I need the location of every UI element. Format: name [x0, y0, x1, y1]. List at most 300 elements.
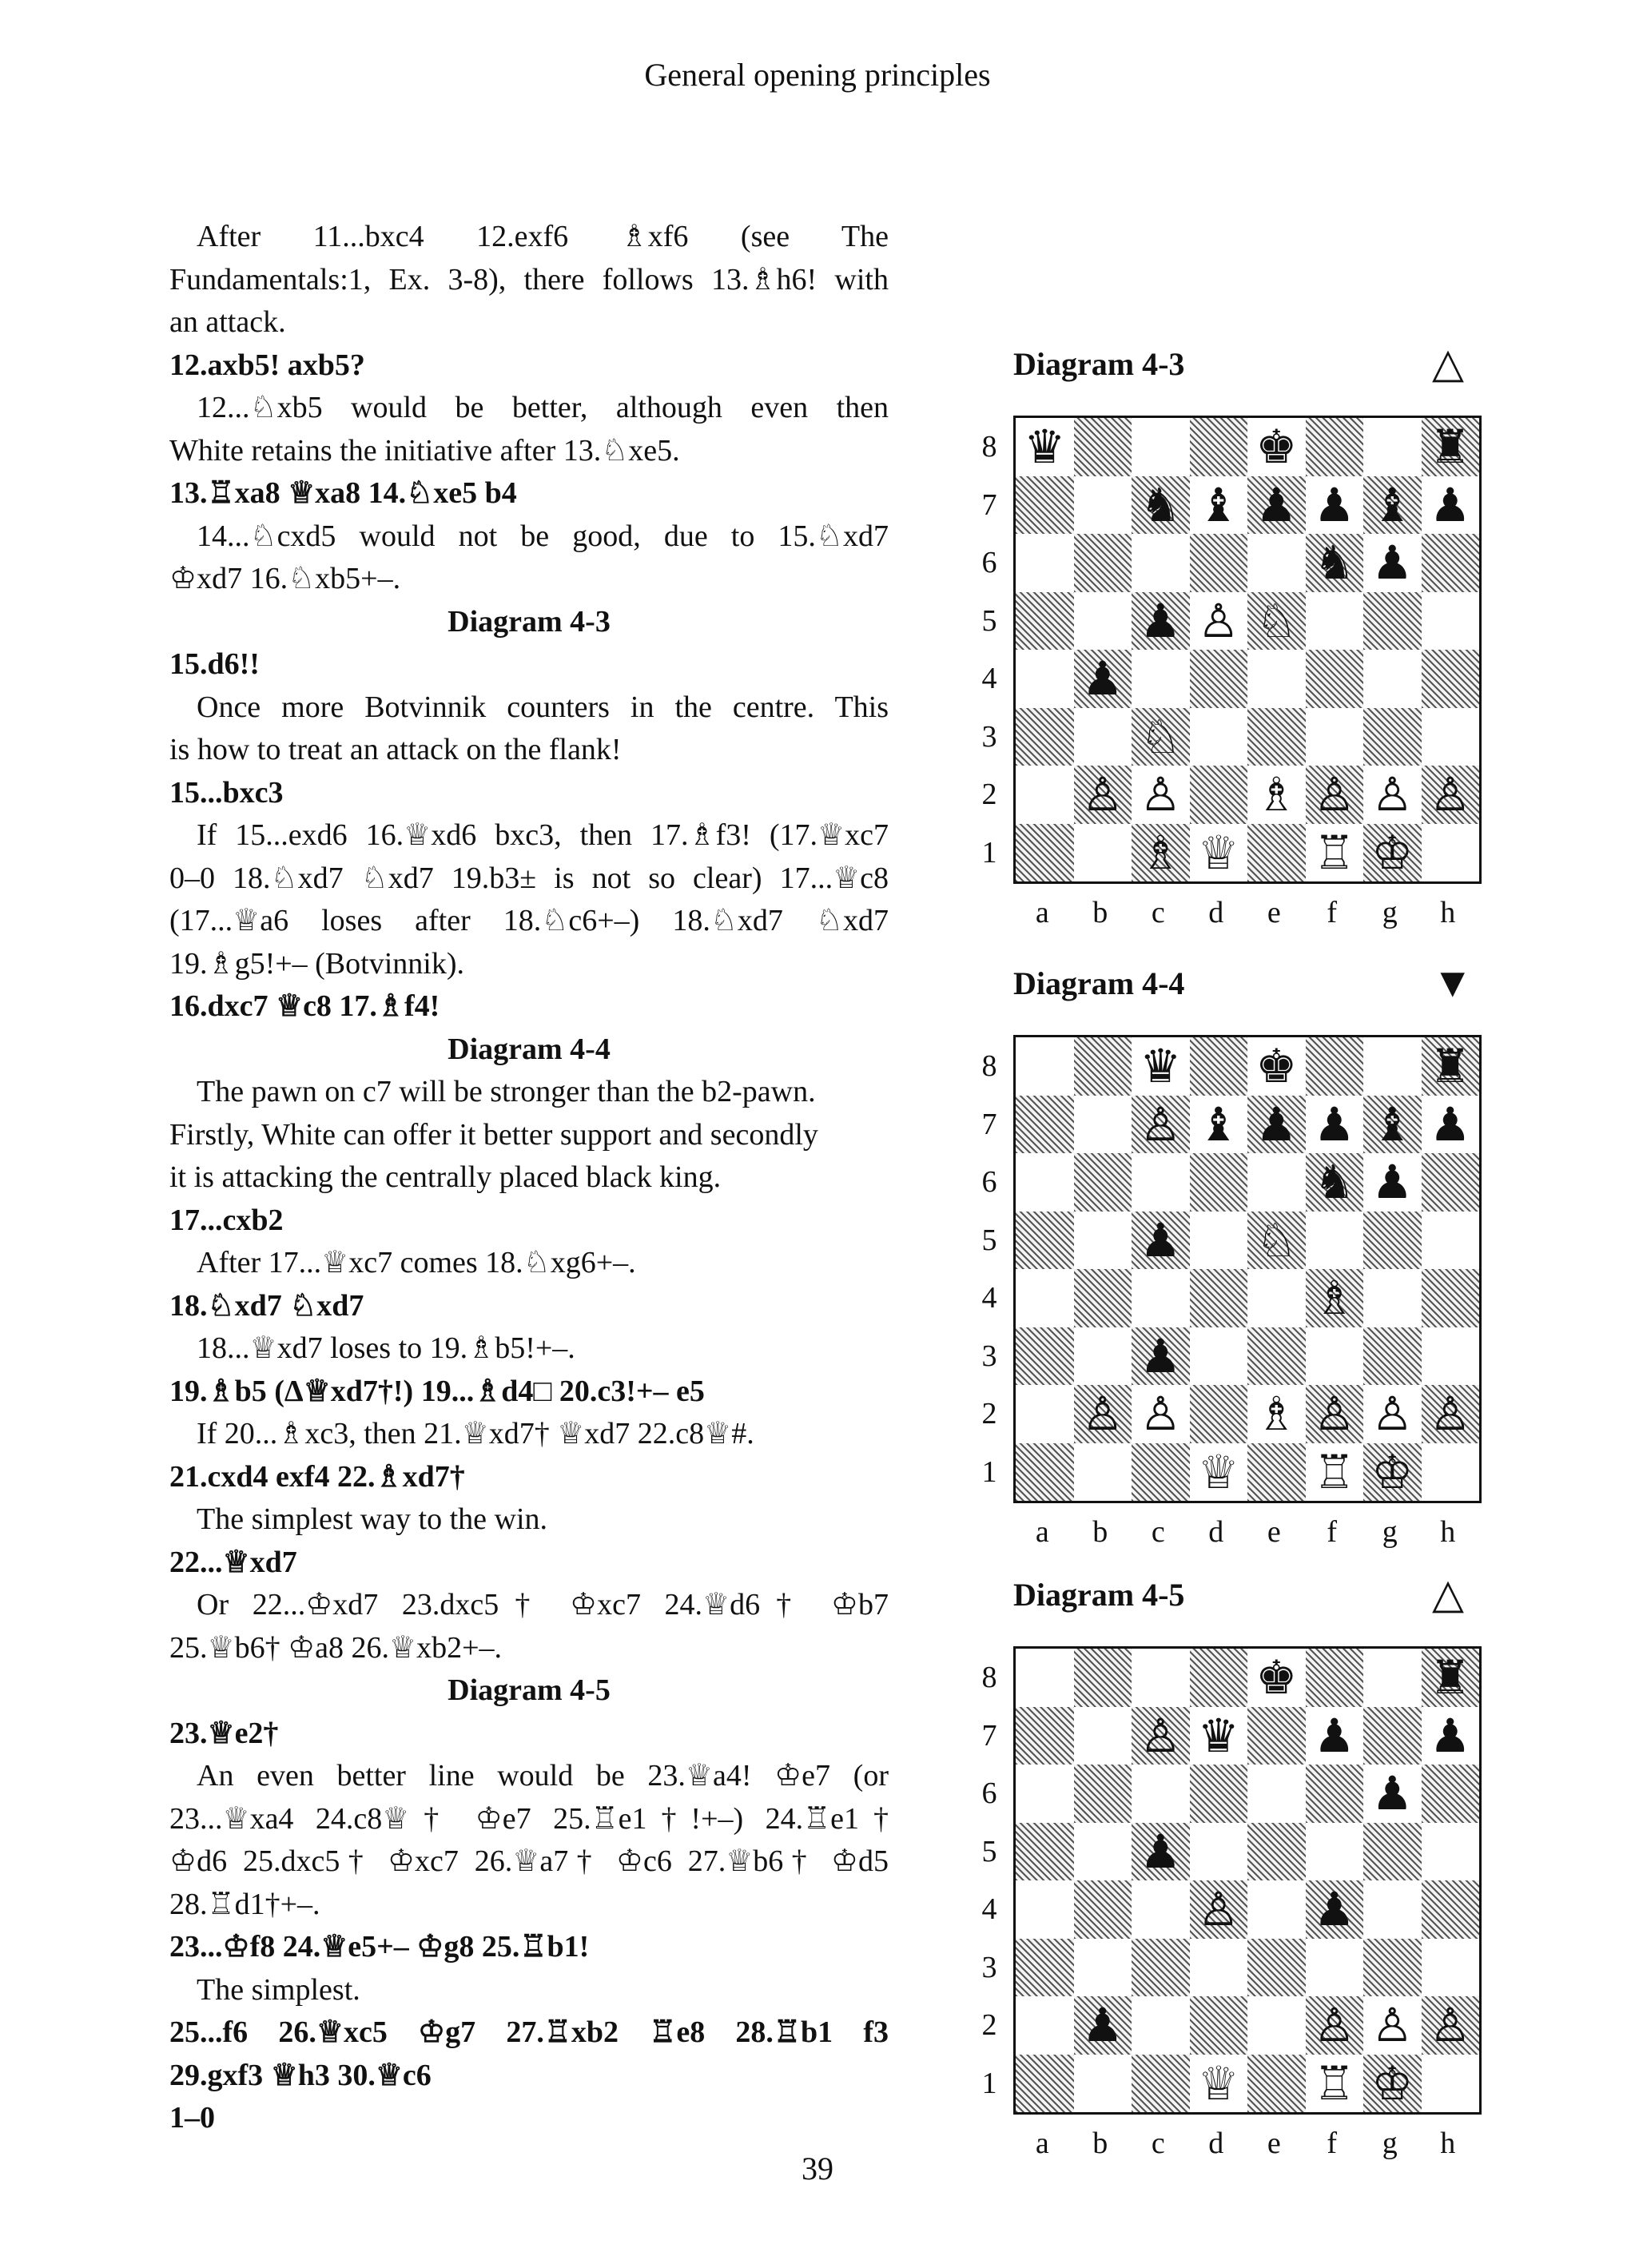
board-square	[1306, 1765, 1364, 1823]
board-square	[1190, 534, 1248, 592]
text-line: 18.♘xd7 ♘xd7	[169, 1288, 364, 1323]
board-square	[1016, 1153, 1074, 1212]
board-square: ♟	[1132, 592, 1190, 651]
file-label: c	[1151, 896, 1165, 929]
file-label: b	[1092, 1515, 1108, 1549]
text-line: The simplest way to the win.	[197, 1502, 548, 1536]
board-square	[1306, 1037, 1364, 1096]
board-square	[1016, 1880, 1074, 1939]
text-line: 19.♗b5 (Δ♕xd7†!) 19...♗d4□ 20.c3!+– e5	[169, 1374, 705, 1408]
board-square	[1074, 534, 1132, 592]
text-line: 22...♕xd7	[169, 1545, 297, 1579]
board-square	[1363, 1649, 1422, 1707]
board-square: ♜	[1422, 418, 1480, 476]
board-square	[1016, 708, 1074, 766]
board-square	[1190, 1765, 1248, 1823]
board-square	[1190, 708, 1248, 766]
rank-label: 5	[981, 603, 997, 638]
board-square: ♝	[1363, 1096, 1422, 1154]
text-line: 0–0 18.♘xd7 ♘xd7 19.b3± is not so clear) 17...♕c8	[169, 861, 889, 895]
board-square	[1247, 824, 1306, 882]
file-label: b	[1092, 896, 1108, 929]
board-square	[1422, 1327, 1480, 1386]
file-label: d	[1208, 1515, 1224, 1549]
text-line: Or 22...♔xd7 23.dxc5† ♔xc7 24.♕d6† ♔b7	[197, 1588, 889, 1621]
board-square	[1422, 592, 1480, 651]
file-labels	[1013, 1514, 1482, 1550]
board-square	[1306, 418, 1364, 476]
text-line: 25...f6 26.♕xc5 ♔g7 27.♖xb2 ♖e8 28.♖b1 f3	[169, 2015, 889, 2049]
board-square: ♟	[1371, 535, 1414, 591]
side-to-move-icon: △	[1432, 1572, 1464, 1617]
text-line: ♔xd7 16.♘xb5+–.	[169, 562, 401, 595]
text-line: After 11...bxc4 12.exf6 ♗xf6 (see The	[197, 220, 889, 253]
board-square	[1074, 1153, 1132, 1212]
board-square: ♙	[1190, 1880, 1248, 1939]
board-square	[1074, 1707, 1132, 1765]
text-line: Once more Botvinnik counters in the centre. This	[197, 690, 889, 724]
board-square: ♚	[1255, 1039, 1298, 1094]
board-square: ♘	[1247, 592, 1306, 651]
board-square	[1132, 1996, 1190, 2055]
text-line: If 20...♗xc3, then 21.♕xd7† ♕xd7 22.c8♕#.	[197, 1417, 754, 1450]
board-square	[1422, 2055, 1480, 2113]
board-square: ♝	[1197, 477, 1239, 532]
board-square: ♟	[1247, 1096, 1306, 1154]
board-square: ♙	[1422, 1996, 1480, 2055]
board-square	[1016, 650, 1074, 708]
board-square: ♛	[1024, 420, 1066, 475]
rank-label: 3	[981, 1950, 997, 1984]
text-line: The pawn on c7 will be stronger than the b2-pawn.	[197, 1075, 816, 1108]
board-square	[1306, 1823, 1364, 1881]
board-square: ♙	[1306, 766, 1364, 824]
board-square	[1074, 1649, 1132, 1707]
file-label: a	[1035, 2127, 1049, 2160]
board-square	[1306, 708, 1364, 766]
board-square	[1306, 592, 1364, 651]
text-line: is how to treat an attack on the flank!	[169, 733, 622, 766]
board-square: ♟	[1313, 477, 1355, 532]
board-square	[1422, 708, 1480, 766]
board-square	[1422, 824, 1480, 882]
board-square	[1247, 1880, 1306, 1939]
board-square	[1074, 1939, 1132, 1997]
board-square	[1190, 1996, 1248, 2055]
board-square	[1422, 1153, 1480, 1212]
board-square	[1306, 1649, 1364, 1707]
board-square: ♙	[1371, 1998, 1414, 2053]
rank-label: 5	[981, 1223, 997, 1257]
board-square	[1247, 1765, 1306, 1823]
board-square: ♞	[1306, 1153, 1364, 1212]
rank-label: 2	[981, 2008, 997, 2043]
board-square: ♟	[1074, 1996, 1132, 2055]
board-square	[1074, 1212, 1132, 1270]
board-square	[1422, 1269, 1480, 1327]
board-square: ♞	[1306, 534, 1364, 592]
board-square	[1422, 1765, 1480, 1823]
board-square	[1016, 1212, 1074, 1270]
text-line: 21.cxd4 exf4 22.♗xd7†	[169, 1459, 465, 1494]
board-square: ♙	[1140, 1387, 1182, 1442]
board-square: ♞	[1132, 476, 1190, 535]
board-square: ♟	[1306, 1880, 1364, 1939]
rank-label: 1	[981, 1454, 997, 1489]
board-square	[1422, 1443, 1480, 1502]
file-label: h	[1440, 2127, 1456, 2160]
board-square: ♙	[1371, 767, 1414, 822]
board-square	[1363, 1880, 1422, 1939]
rank-label: 6	[981, 1165, 997, 1200]
text-line: 23...♔f8 24.♕e5+– ♔g8 25.♖b1!	[169, 1930, 590, 1964]
text-line: 12...♘xb5 would be better, although even then	[197, 391, 889, 424]
file-label: f	[1327, 2127, 1338, 2160]
text-line: 17...cxb2	[169, 1203, 284, 1237]
board-square	[1190, 1823, 1248, 1881]
board-square	[1363, 650, 1422, 708]
board-square: ♟	[1132, 1212, 1190, 1270]
board-square	[1132, 1765, 1190, 1823]
board-square	[1363, 1939, 1422, 1997]
file-label: h	[1440, 896, 1456, 929]
text-line: (17...♕a6 loses after 18.♘c6+–) 18.♘xd7 ♘xd7	[169, 904, 889, 937]
file-label: c	[1151, 1515, 1165, 1549]
board-square	[1132, 418, 1190, 476]
text-line: White retains the initiative after 13.♘xe5.	[169, 433, 680, 468]
rank-labels	[973, 1649, 1005, 2112]
rank-label: 4	[981, 1892, 997, 1927]
board-square	[1247, 1269, 1306, 1327]
text-line: 23...♕xa4 24.c8♕† ♔e7 25.♖e1†!+–) 24.♖e1†	[169, 1801, 889, 1836]
board-square	[1016, 1939, 1074, 1997]
board-square: ♕	[1197, 2055, 1239, 2111]
text-line: Diagram 4-3	[448, 604, 611, 639]
board-square	[1247, 708, 1306, 766]
board-square	[1016, 1649, 1074, 1707]
board-square	[1074, 708, 1132, 766]
board-square	[1016, 1037, 1074, 1096]
running-header: General opening principles	[644, 57, 991, 93]
board-square	[1306, 1327, 1364, 1386]
text-line: it is attacking the centrally placed black king.	[169, 1160, 722, 1194]
board-square: ♟	[1429, 1096, 1471, 1152]
board-square	[1016, 766, 1074, 824]
board-square	[1016, 824, 1074, 882]
board-square	[1074, 1765, 1132, 1823]
board-square: ♜	[1422, 1649, 1480, 1707]
rank-label: 3	[981, 719, 997, 754]
file-labels	[1013, 895, 1482, 930]
board-square	[1190, 1327, 1248, 1386]
board-square: ♙	[1074, 766, 1132, 824]
board-square	[1074, 1823, 1132, 1881]
board-square: ♙	[1422, 1385, 1480, 1443]
text-line: 25.♕b6† ♔a8 26.♕xb2+–.	[169, 1630, 502, 1665]
text-line: an attack.	[169, 305, 286, 339]
text-line: 12.axb5! axb5?	[169, 348, 365, 382]
board-square: ♙	[1074, 1385, 1132, 1443]
board-square	[1074, 1037, 1132, 1096]
diagram-title: Diagram 4-5	[1013, 1577, 1185, 1613]
board-square	[1132, 534, 1190, 592]
rank-label: 6	[981, 546, 997, 580]
text-line: 13.♖xa8 ♕xa8 14.♘xe5 b4	[169, 476, 517, 510]
board-square	[1016, 1823, 1074, 1881]
board-square	[1190, 1649, 1248, 1707]
file-label: f	[1327, 896, 1338, 929]
board-square: ♕	[1197, 1444, 1239, 1499]
board-square	[1132, 2055, 1190, 2113]
board-square: ♕	[1197, 825, 1239, 880]
file-label: d	[1208, 2127, 1224, 2160]
text-line: 14...♘cxd5 would not be good, due to 15.♘xd7	[197, 519, 889, 553]
board-square: ♙	[1132, 1707, 1190, 1765]
text-line: ♔d6 25.dxc5† ♔xc7 26.♕a7† ♔c6 27.♕b6† ♔d5	[169, 1844, 889, 1878]
board-square	[1306, 1212, 1364, 1270]
text-line: If 15...exd6 16.♕xd6 bxc3, then 17.♗f3! (17.♕xc7	[197, 818, 889, 852]
board-square	[1190, 650, 1248, 708]
file-label: d	[1208, 896, 1224, 929]
board-square	[1190, 1939, 1248, 1997]
board-square	[1074, 1443, 1132, 1502]
board-square: ♟	[1247, 476, 1306, 535]
text-line: After 17...♕xc7 comes 18.♘xg6+–.	[197, 1246, 636, 1279]
board-square	[1074, 1327, 1132, 1386]
body-text	[169, 216, 889, 2140]
rank-label: 8	[981, 1661, 997, 1695]
board-square	[1132, 1443, 1190, 1502]
board-square: ♔	[1363, 1443, 1422, 1502]
board-square	[1074, 824, 1132, 882]
rank-label: 7	[981, 1718, 997, 1753]
board-square	[1074, 1880, 1132, 1939]
board-square	[1363, 1212, 1422, 1270]
board-square	[1016, 1327, 1074, 1386]
board-square	[1190, 418, 1248, 476]
text-line: 15...bxc3	[169, 775, 284, 810]
board-square: ♙	[1140, 767, 1182, 822]
file-label: e	[1267, 1515, 1281, 1549]
file-label: b	[1092, 2127, 1108, 2160]
board-square	[1363, 1707, 1422, 1765]
board-square: ♙	[1197, 593, 1239, 648]
rank-label: 4	[981, 1281, 997, 1315]
board-square	[1422, 1212, 1480, 1270]
board-square: ♙	[1422, 766, 1480, 824]
board-square	[1016, 1443, 1074, 1502]
board-square	[1247, 1153, 1306, 1212]
rank-label: 2	[981, 1397, 997, 1431]
board-square	[1247, 1823, 1306, 1881]
page-number: 39	[802, 2151, 833, 2186]
board-square	[1132, 1269, 1190, 1327]
text-line: The simplest.	[197, 1972, 360, 2007]
text-line: Diagram 4-5	[448, 1673, 611, 1707]
text-line: 29.gxf3 ♕h3 30.♕c6	[169, 2058, 432, 2092]
board-square	[1363, 1037, 1422, 1096]
text-line: 18...♕xd7 loses to 19.♗b5!+–.	[197, 1331, 575, 1365]
board-square	[1363, 1327, 1422, 1386]
board-square: ♙	[1132, 1096, 1190, 1154]
board-square: ♚	[1255, 1650, 1298, 1705]
board-square: ♘	[1247, 1212, 1306, 1270]
board-square	[1074, 1096, 1132, 1154]
file-label: e	[1267, 896, 1281, 929]
file-label: a	[1035, 896, 1049, 929]
text-line: Fundamentals:1, Ex. 3-8), there follows 13.♗h6! with	[169, 262, 889, 296]
board-square: ♝	[1197, 1096, 1239, 1152]
board-square	[1016, 2055, 1074, 2113]
board-square	[1132, 1649, 1190, 1707]
board-square	[1016, 1996, 1074, 2055]
board-square	[1306, 650, 1364, 708]
board-square: ♖	[1313, 1444, 1355, 1499]
board-square	[1016, 1096, 1074, 1154]
board-square	[1190, 1212, 1248, 1270]
board-square	[1132, 650, 1190, 708]
board-square: ♘	[1132, 708, 1190, 766]
board-square: ♗	[1306, 1269, 1364, 1327]
board-square	[1190, 766, 1248, 824]
board-square: ♛	[1197, 1708, 1239, 1763]
chess-board	[1013, 1646, 1482, 2115]
chess-board	[1013, 416, 1482, 884]
rank-label: 7	[981, 487, 997, 522]
board-square: ♙	[1371, 1387, 1414, 1442]
board-square	[1016, 1765, 1074, 1823]
board-square: ♗	[1132, 824, 1190, 882]
rank-labels	[973, 1037, 1005, 1501]
diagram-title: Diagram 4-3	[1013, 346, 1185, 382]
board-square	[1247, 1996, 1306, 2055]
board-square: ♛	[1140, 1039, 1182, 1094]
board-square: ♗	[1255, 1387, 1298, 1442]
board-square	[1247, 1707, 1306, 1765]
board-square	[1190, 1385, 1248, 1443]
board-square	[1306, 1939, 1364, 1997]
board-square	[1190, 1037, 1248, 1096]
board-square: ♟	[1429, 477, 1471, 532]
text-line: 23.♕e2†	[169, 1716, 279, 1750]
board-square: ♟	[1132, 1823, 1190, 1881]
board-square	[1074, 592, 1132, 651]
board-square	[1422, 1880, 1480, 1939]
board-square	[1074, 1269, 1132, 1327]
board-square	[1247, 650, 1306, 708]
board-square: ♟	[1429, 1708, 1471, 1763]
board-square: ♝	[1363, 476, 1422, 535]
board-square	[1363, 592, 1422, 651]
board-square	[1247, 1443, 1306, 1502]
text-line: 1–0	[169, 2101, 215, 2135]
board-square	[1247, 2055, 1306, 2113]
rank-label: 2	[981, 778, 997, 812]
board-square	[1190, 1153, 1248, 1212]
board-square: ♟	[1132, 1327, 1190, 1386]
board-square	[1132, 1939, 1190, 1997]
text-line: 28.♖d1†+–.	[169, 1887, 320, 1921]
board-square	[1422, 1823, 1480, 1881]
rank-label: 8	[981, 1049, 997, 1084]
board-square	[1363, 708, 1422, 766]
board-square	[1422, 650, 1480, 708]
board-square	[1016, 534, 1074, 592]
board-square	[1247, 1327, 1306, 1386]
file-label: g	[1382, 1515, 1398, 1549]
board-square	[1363, 1269, 1422, 1327]
rank-label: 7	[981, 1107, 997, 1141]
rank-label: 5	[981, 1834, 997, 1868]
file-label: e	[1267, 2127, 1281, 2160]
board-square	[1132, 1153, 1190, 1212]
board-square	[1016, 1707, 1074, 1765]
text-line: An even better line would be 23.♕a4! ♔e7 (or	[197, 1759, 889, 1793]
file-label: c	[1151, 2127, 1165, 2160]
board-square: ♖	[1313, 825, 1355, 880]
file-label: g	[1382, 896, 1398, 929]
text-line: Firstly, White can offer it better support and secondly	[169, 1117, 818, 1152]
board-square	[1422, 1939, 1480, 1997]
board-square	[1247, 534, 1306, 592]
board-square: ♟	[1313, 1096, 1355, 1152]
file-label: h	[1440, 1515, 1456, 1549]
rank-label: 1	[981, 2066, 997, 2100]
board-square: ♟	[1371, 1155, 1414, 1210]
board-square	[1016, 1269, 1074, 1327]
board-square: ♔	[1363, 824, 1422, 882]
board-square	[1132, 1880, 1190, 1939]
side-to-move-icon: ▼	[1432, 961, 1474, 1006]
board-square	[1422, 534, 1480, 592]
board-square	[1190, 1269, 1248, 1327]
rank-label: 8	[981, 430, 997, 464]
board-square: ♟	[1371, 1766, 1414, 1821]
board-square	[1363, 1823, 1422, 1881]
board-square	[1016, 1385, 1074, 1443]
rank-label: 4	[981, 662, 997, 696]
board-square: ♙	[1306, 1996, 1364, 2055]
board-square: ♟	[1074, 650, 1132, 708]
file-label: f	[1327, 1515, 1338, 1549]
board-square	[1363, 418, 1422, 476]
rank-label: 6	[981, 1777, 997, 1811]
text-line: 16.dxc7 ♕c8 17.♗f4!	[169, 989, 440, 1023]
board-square: ♟	[1313, 1708, 1355, 1763]
board-square: ♙	[1306, 1385, 1364, 1443]
board-square: ♚	[1255, 420, 1298, 475]
file-label: a	[1035, 1515, 1049, 1549]
board-square: ♖	[1313, 2055, 1355, 2111]
text-line: 19.♗g5!+– (Botvinnik).	[169, 946, 464, 981]
board-square	[1074, 418, 1132, 476]
board-square	[1074, 2055, 1132, 2113]
rank-label: 3	[981, 1339, 997, 1373]
rank-labels	[973, 418, 1005, 881]
board-square: ♔	[1363, 2055, 1422, 2113]
text-line: Diagram 4-4	[448, 1032, 611, 1066]
diagram-title: Diagram 4-4	[1013, 965, 1185, 1001]
rank-label: 1	[981, 835, 997, 869]
board-square	[1247, 1939, 1306, 1997]
file-label: g	[1382, 2127, 1398, 2160]
side-to-move-icon: △	[1432, 341, 1464, 387]
text-line: 15.d6!!	[169, 647, 260, 681]
board-square: ♜	[1422, 1037, 1480, 1096]
chess-board	[1013, 1035, 1482, 1503]
board-square	[1074, 476, 1132, 535]
board-square: ♗	[1255, 767, 1298, 822]
